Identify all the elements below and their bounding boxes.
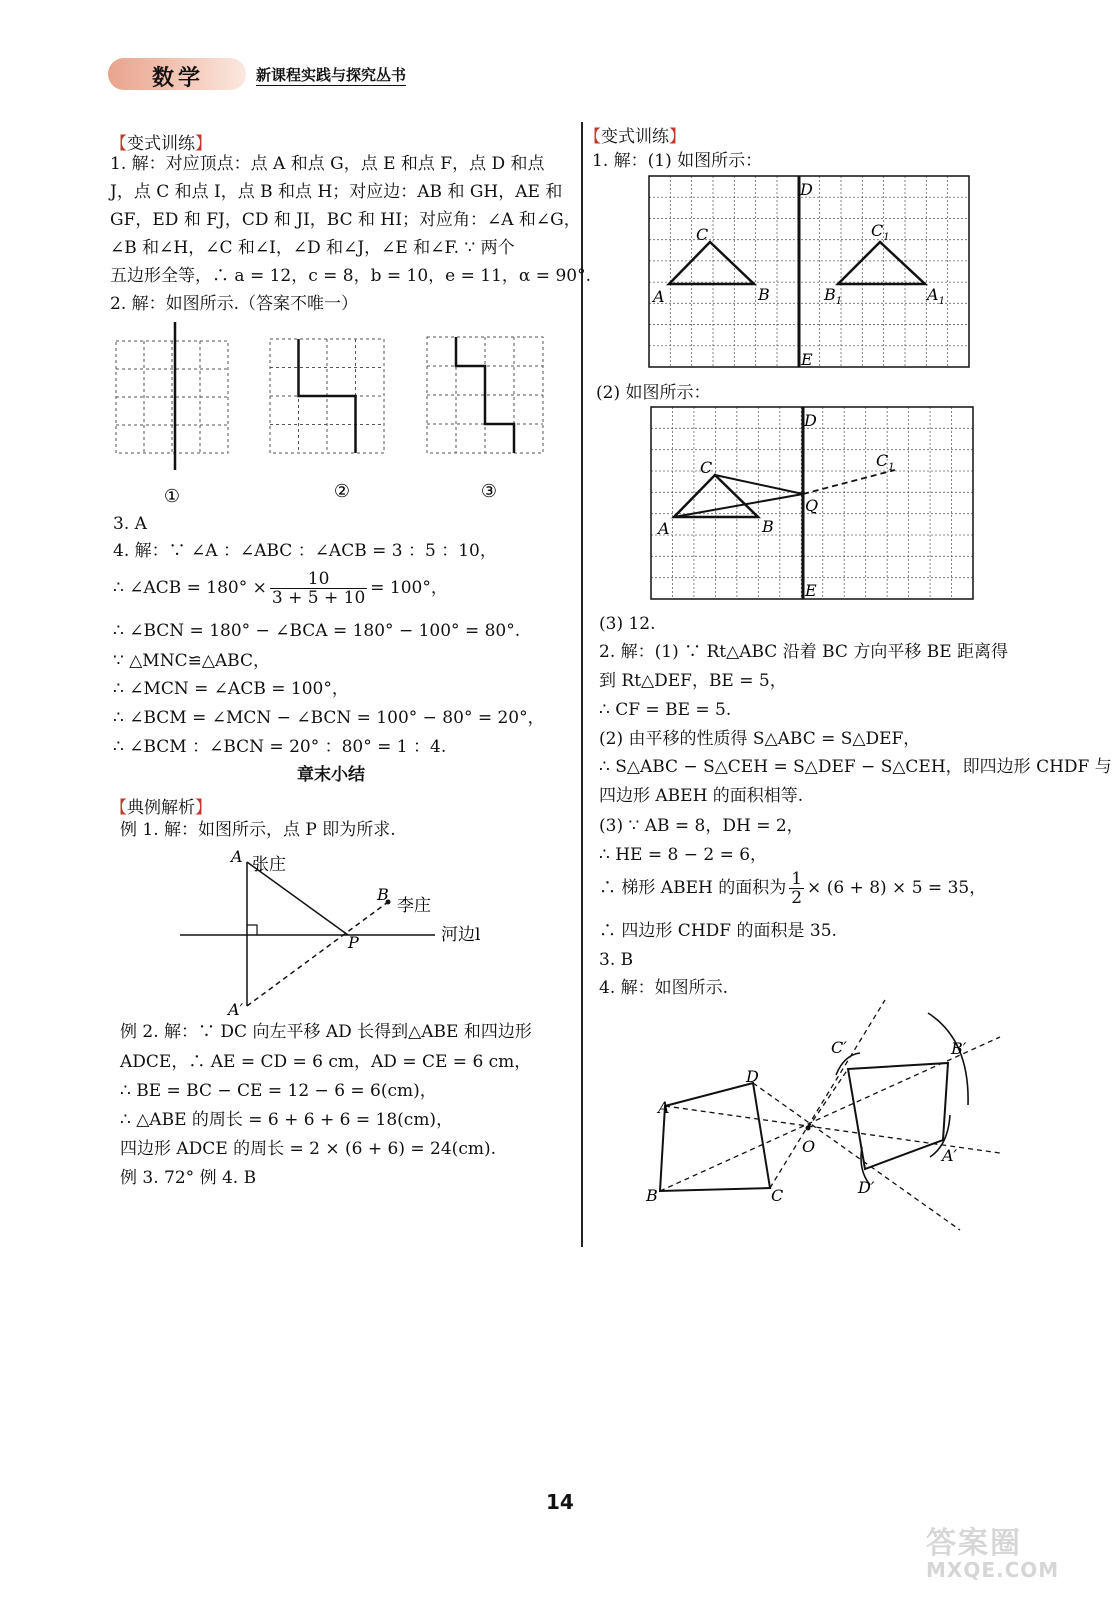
example1-figure xyxy=(170,840,510,1020)
q4-line5: ∴ ∠MCN = ∠ACB = 100°， xyxy=(113,679,349,699)
r-q2-line8: ∴ HE = 8 − 2 = 6， xyxy=(599,845,768,865)
rot-label-O: O xyxy=(802,1137,816,1156)
chapter-summary-title: 章末小结 xyxy=(297,765,365,785)
section-heading-practice-left: 【变式训练】 xyxy=(110,134,212,154)
fig-label-1: ① xyxy=(163,486,181,507)
g1-label-A1: $A_1$ xyxy=(927,285,945,307)
translation-grid-1 xyxy=(648,175,972,370)
q1-line5: 五边形全等，∴ a = 12，c = 8，b = 10，e = 11，α = 90°. xyxy=(110,266,591,286)
page-number: 14 xyxy=(546,1490,574,1514)
q2-grid-figures xyxy=(100,320,560,510)
r-q2-fraction-numerator: 1 xyxy=(791,869,803,889)
g1-label-E: E xyxy=(801,350,813,369)
example2-line4: ∴ △ABE 的周长 = 6 + 6 + 6 = 18(cm)， xyxy=(120,1110,454,1130)
r-q1-part2: (2) 如图所示： xyxy=(596,383,711,403)
g2-label-C: C xyxy=(700,458,713,477)
r-q2-fraction-denominator: 2 xyxy=(791,888,803,908)
section-heading-examples: 【典例解析】 xyxy=(110,798,212,818)
r-q1-part3: (3) 12. xyxy=(599,614,656,634)
g1-label-B1: $B_1$ xyxy=(824,285,843,307)
watermark-url: MXQE.COM xyxy=(926,1558,1060,1582)
r-q3-answer: 3. B xyxy=(599,950,634,970)
ex1-label-river: 河边l xyxy=(441,925,481,945)
g1-label-C: C xyxy=(696,225,709,244)
r-q2-final: ∴ 四边形 CHDF 的面积是 35. xyxy=(599,921,837,941)
r-q2-line3: ∴ CF = BE = 5. xyxy=(599,700,732,720)
q3-answer: 3. A xyxy=(113,514,147,534)
series-title: 新课程实践与探究丛书 xyxy=(256,66,407,84)
rot-label-D: D xyxy=(746,1067,759,1086)
ex1-label-A-prime: A′ xyxy=(228,1000,244,1019)
r-q2-line2: 到 Rt△DEF，BE = 5， xyxy=(599,671,787,691)
r-q1-part1: 1. 解：(1) 如图所示： xyxy=(592,151,763,171)
ex1-label-B: B xyxy=(377,885,389,904)
g1-label-C1: $C_1$ xyxy=(871,221,890,243)
g1-label-A: A xyxy=(653,287,665,306)
ex1-label-zhangzhuang: 张庄 xyxy=(252,855,286,875)
example2-line5: 四边形 ADCE 的周长 = 2 × (6 + 6) = 24(cm). xyxy=(120,1139,496,1159)
q4-line2: ∴ ∠ACB = 180° × $\frac{10}{3 + 5 + 10}$ = 100°， xyxy=(113,569,448,608)
fig-label-3: ③ xyxy=(480,481,498,502)
g2-label-E: E xyxy=(805,581,817,600)
example2-line3: ∴ BE = BC − CE = 12 − 6 = 6(cm)， xyxy=(120,1081,437,1101)
watermark-logo: 答案圈 xyxy=(926,1526,1022,1561)
r-q2-line7: (3) ∵ AB = 8，DH = 2， xyxy=(599,816,804,836)
q4-line3: ∴ ∠BCN = 180° − ∠BCA = 180° − 100° = 80°. xyxy=(113,621,521,641)
q2-text: 2. 解：如图所示.（答案不唯一） xyxy=(110,294,359,314)
g2-label-C1: $C_1$ xyxy=(876,451,895,473)
q4-fraction-denominator: 3 + 5 + 10 xyxy=(271,588,366,608)
q1-line2: J，点 C 和点 I，点 B 和点 H；对应边：AB 和 GH，AE 和 xyxy=(110,182,563,202)
rot-label-A-prime: A′ xyxy=(942,1146,958,1165)
g2-label-A: A xyxy=(658,519,670,538)
section-heading-practice-right: 【变式训练】 xyxy=(584,127,686,147)
rot-label-B: B xyxy=(646,1186,658,1205)
example3-4-answers: 例 3. 72° 例 4. B xyxy=(120,1168,257,1188)
r-q2-line6: 四边形 ABEH 的面积相等. xyxy=(599,786,804,806)
q4-line6: ∴ ∠BCM = ∠MCN − ∠BCN = 100° − 80° = 20°， xyxy=(113,708,545,728)
q4-line7: ∴ ∠BCM ：∠BCN = 20° ：80° = 1 ：4. xyxy=(113,737,447,757)
rot-label-D-prime: D′ xyxy=(858,1178,875,1197)
q4-line4: ∵ △MNC≌△ABC， xyxy=(113,651,270,671)
g1-label-D: D xyxy=(800,180,813,199)
ex1-label-A: A xyxy=(231,847,243,866)
r-q2-line1: 2. 解：(1) ∵ Rt△ABC 沿着 BC 方向平移 BE 距离得 xyxy=(599,642,1009,662)
q4-fraction-numerator: 10 xyxy=(270,570,367,589)
ex1-label-lizhuang: 李庄 xyxy=(397,896,431,916)
subject-title: 数学 xyxy=(152,66,205,91)
r-q2-area-line: ∴ 梯形 ABEH 的面积为 $\frac{1}{2}$ × (6 + 8) × 5 = 35， xyxy=(599,869,987,908)
r-q4-text: 4. 解：如图所示. xyxy=(599,978,729,998)
r-q2-line5: ∴ S△ABC − S△CEH = S△DEF − S△CEH，即四边形 CHDF 与 xyxy=(599,757,1112,777)
column-divider xyxy=(581,122,583,1247)
example2-line2: ADCE，∴ AE = CD = 6 cm，AD = CE = 6 cm， xyxy=(120,1052,532,1072)
g2-label-Q: Q xyxy=(805,496,819,515)
q1-line3: GF，ED 和 FJ，CD 和 JI，BC 和 HI；对应角：∠A 和∠G， xyxy=(110,210,581,230)
ex1-label-P: P xyxy=(348,933,359,952)
g2-label-B: B xyxy=(762,517,774,536)
example1-text: 例 1. 解：如图所示，点 P 即为所求. xyxy=(120,820,396,840)
fig-label-2: ② xyxy=(333,481,351,502)
example2-line1: 例 2. 解：∵ DC 向左平移 AD 长得到△ABE 和四边形 xyxy=(120,1022,532,1042)
rot-label-C: C xyxy=(771,1186,784,1205)
q1-line1: 1. 解：对应顶点：点 A 和点 G，点 E 和点 F，点 D 和点 xyxy=(110,154,545,174)
q1-line4: ∠B 和∠H，∠C 和∠I，∠D 和∠J，∠E 和∠F. ∵ 两个 xyxy=(110,238,515,258)
g1-label-B: B xyxy=(758,285,770,304)
rot-label-A: A xyxy=(658,1098,670,1117)
g2-label-D: D xyxy=(804,411,817,430)
rot-label-C-prime: C′ xyxy=(831,1038,847,1057)
translation-grid-2 xyxy=(650,406,976,602)
r-q2-line4: (2) 由平移的性质得 S△ABC = S△DEF， xyxy=(599,729,921,749)
rot-label-B-prime: B′ xyxy=(951,1039,967,1058)
rotation-figure xyxy=(630,995,1010,1240)
subject-badge xyxy=(108,58,246,90)
q4-line1: 4. 解：∵ ∠A ：∠ABC ：∠ACB = 3 ：5 ：10， xyxy=(113,541,497,561)
